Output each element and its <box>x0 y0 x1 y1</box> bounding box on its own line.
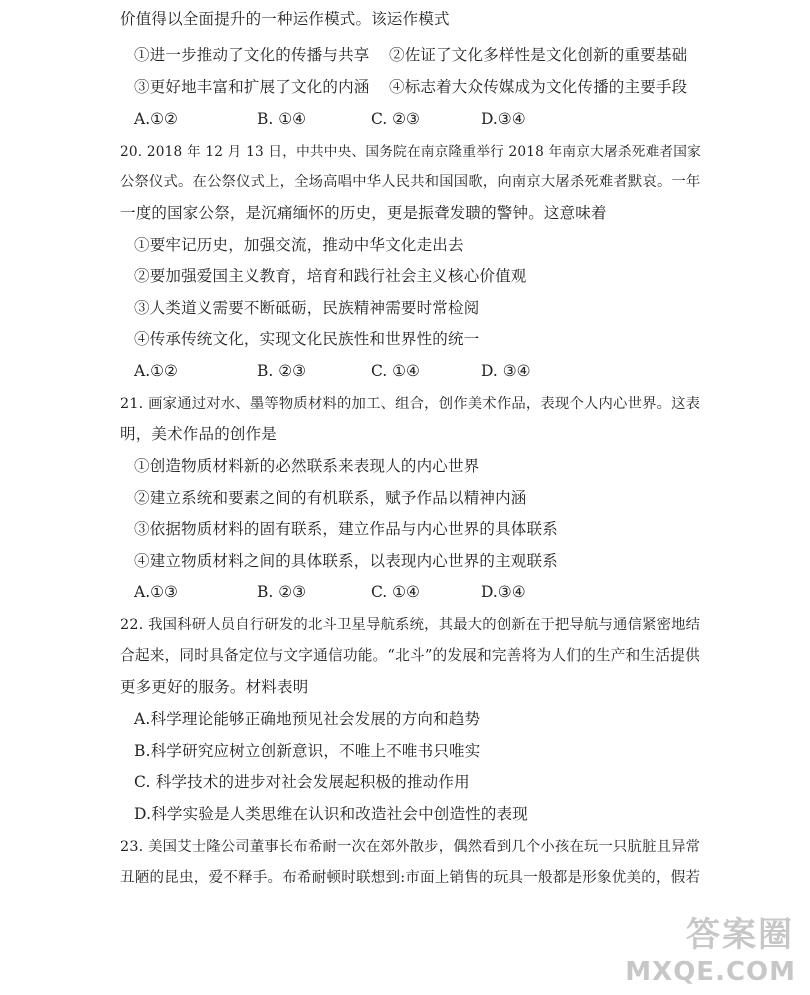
q19-item-3: ③更好地丰富和扩展了文化的内涵 <box>134 78 370 96</box>
q20-item-3: ③人类道义需要不断砥砺，民族精神需要时常检阅 <box>134 299 480 317</box>
q21-option-b: B. ②③ <box>257 583 307 601</box>
q21-item-4: ④建立物质材料之间的具体联系，以表现内心世界的主观联系 <box>134 552 558 570</box>
q19-option-b: B. ①④ <box>257 110 307 128</box>
watermark-logo-text: 答案圈 <box>686 915 794 955</box>
q20-stem-line-2: 公祭仪式。在公祭仪式上，全场高唱中华人民共和国国歌，向南京大屠杀死难者默哀。一年 <box>120 174 701 190</box>
q19-option-d: D.③④ <box>481 110 526 128</box>
q22-choice-d: D.科学实验是人类思维在认识和改造社会中创造性的表现 <box>134 805 529 823</box>
watermark-logo <box>625 907 800 987</box>
q21-option-c: C. ①④ <box>371 583 420 601</box>
q22-stem-line-3: 更多更好的服务。材料表明 <box>120 678 309 696</box>
q21-option-d: D.③④ <box>481 583 526 601</box>
q20-option-d: D. ③④ <box>481 362 531 380</box>
q21-item-3: ③依据物质材料的固有联系，建立作品与内心世界的具体联系 <box>134 520 558 538</box>
q22-stem-line-1: 22. 我国科研人员自行研发的北斗卫星导航系统，其最大的创新在于把导航与通信紧密地结 <box>120 617 701 633</box>
q20-stem-line-3: 一度的国家公祭，是沉痛缅怀的历史，更是振聋发聩的警钟。这意味着 <box>120 204 607 222</box>
q20-item-4: ④传承传统文化，实现文化民族性和世界性的统一 <box>134 330 480 348</box>
q22-choice-b: B.科学研究应树立创新意识，不唯上不唯书只唯实 <box>134 742 481 760</box>
q19-item-1: ①进一步推动了文化的传播与共享 <box>134 46 370 64</box>
q21-option-a: A.①③ <box>134 583 178 601</box>
q20-stem-line-1: 20. 2018 年 12 月 13 日，中共中央、国务院在南京隆重举行 2018 年南京大屠杀死难者国家 <box>120 144 701 160</box>
q22-choice-a: A.科学理论能够正确地预见社会发展的方向和趋势 <box>134 710 481 728</box>
q19-stem-tail: 价值得以全面提升的一种运作模式。该运作模式 <box>120 10 450 28</box>
q20-option-a: A.①② <box>134 362 178 380</box>
q23-stem-line-2: 丑陋的昆虫，爱不释手。布希耐顿时联想到:市面上销售的玩具一般都是形象优美的，假若 <box>120 869 701 886</box>
q20-option-b: B. ②③ <box>257 362 307 380</box>
q21-stem-line-2: 明，美术作品的创作是 <box>120 425 278 443</box>
q21-item-1: ①创造物质材料新的必然联系来表现人的内心世界 <box>134 457 480 475</box>
q20-option-c: C. ①④ <box>371 362 420 380</box>
q21-item-2: ②建立系统和要素之间的有机联系，赋予作品以精神内涵 <box>134 489 527 507</box>
q20-item-1: ①要牢记历史，加强交流，推动中华文化走出去 <box>134 236 464 254</box>
watermark-domain: MXQE.COM <box>625 957 796 987</box>
q23-stem-line-1: 23. 美国艾士隆公司董事长布希耐一次在郊外散步，偶然看到几个小孩在玩一只肮脏且异常 <box>120 839 701 855</box>
q19-option-a: A.①② <box>134 110 178 128</box>
q22-choice-c: C. 科学技术的进步对社会发展起积极的推动作用 <box>134 773 470 791</box>
q21-stem-line-1: 21. 画家通过对水、墨等物质材料的加工、组合，创作美术作品，表现个人内心世界。这表 <box>120 396 701 412</box>
q20-item-2: ②要加强爱国主义教育，培育和践行社会主义核心价值观 <box>134 267 527 285</box>
q22-stem-line-2: 合起来，同时具备定位与文字通信功能。“北斗”的发展和完善将为人们的生产和生活提供 <box>120 647 700 664</box>
q19-item-2: ②佐证了文化多样性是文化创新的重要基础 <box>389 46 688 64</box>
q19-option-c: C. ②③ <box>371 110 420 128</box>
q19-item-4: ④标志着大众传媒成为文化传播的主要手段 <box>389 78 688 96</box>
